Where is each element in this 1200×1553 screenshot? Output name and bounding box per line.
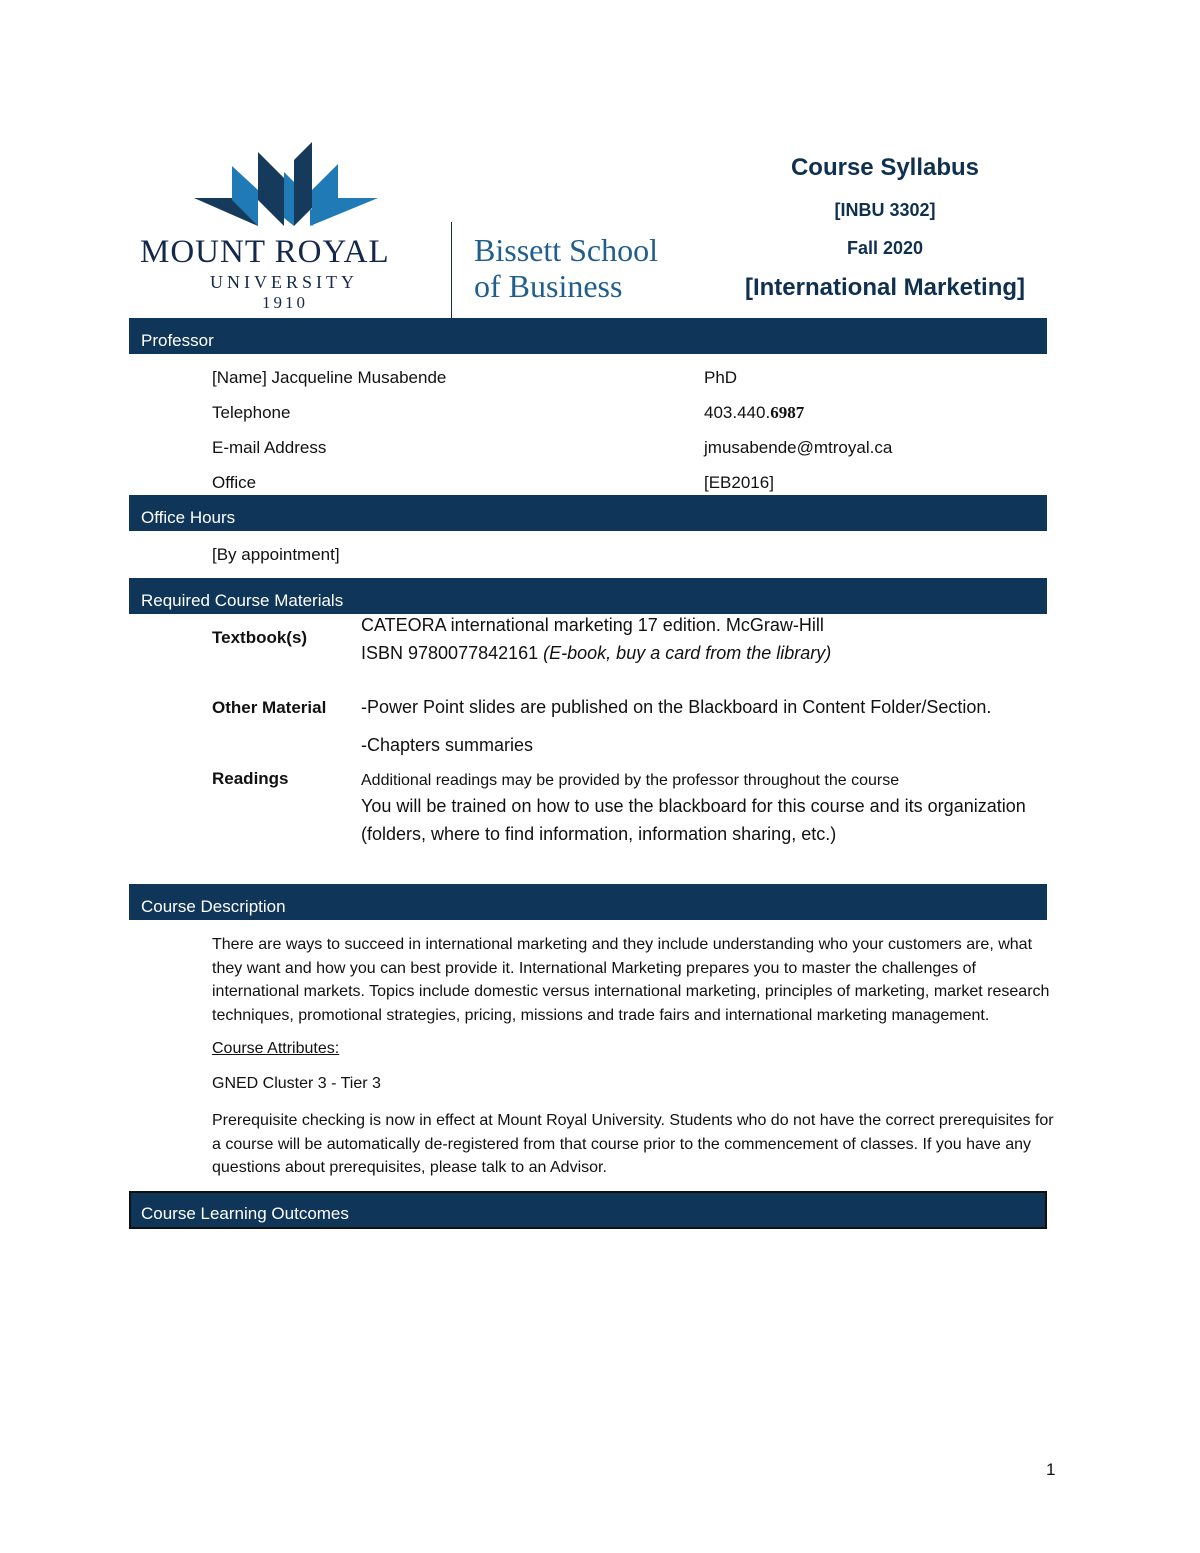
mount-royal-logo-mark	[190, 138, 380, 230]
logo-year: 1910	[262, 293, 308, 312]
section-description: Course Description	[129, 884, 1047, 920]
logo-divider	[451, 222, 452, 318]
email-label: E-mail Address	[212, 438, 327, 457]
page-number: 1	[1046, 1460, 1056, 1479]
office-label: Office	[212, 473, 257, 492]
logo-peak-left-inner	[258, 152, 284, 226]
professor-name: [Name] Jacqueline Musabende	[212, 368, 447, 387]
telephone-label: Telephone	[212, 403, 291, 422]
readings-line2: You will be trained on how to use the blackboard for this course and its organization	[361, 796, 1026, 816]
logo-university-sub: UNIVERSITY	[210, 272, 358, 292]
email-value[interactable]: jmusabende@mtroyal.ca	[704, 438, 893, 457]
course-attributes-value: GNED Cluster 3 - Tier 3	[212, 1075, 381, 1092]
description-paragraph: There are ways to succeed in international marketing and they include understanding who your customers are, what they want and how you can best provide it. International Marketing prepares you to master the challenges of international markets. Topics include domestic versus international marketing, principles of marketing, market research techniques, promotional strategies, pricing, missions and trade fairs and international marketing management.	[212, 936, 1050, 1024]
textbook-isbn: ISBN 9780077842161	[361, 643, 544, 663]
section-learning-outcomes: Course Learning Outcomes	[129, 1191, 1047, 1229]
course-code: [INBU 3302]	[834, 200, 936, 220]
school-name-line1: Bissett School	[474, 232, 659, 268]
textbook-label: Textbook(s)	[212, 628, 308, 647]
textbook-line1: CATEORA international marketing 17 edition. McGraw-Hill	[361, 615, 824, 635]
course-attributes-label: Course Attributes:	[212, 1040, 340, 1057]
section-materials: Required Course Materials	[129, 578, 1047, 614]
office-value: [EB2016]	[704, 473, 774, 492]
logo-university-name: MOUNT ROYAL	[140, 234, 390, 270]
office-hours-text: [By appointment]	[212, 545, 340, 564]
textbook-note: (E-book, buy a card from the library)	[543, 643, 832, 663]
telephone-suffix: 6987	[770, 403, 805, 422]
textbook-isbn-line	[361, 643, 831, 664]
course-name: [International Marketing]	[744, 274, 1026, 301]
other-material-label: Other Material	[212, 698, 327, 717]
school-name	[474, 232, 658, 304]
telephone-value	[704, 403, 804, 423]
telephone-prefix: 403.440.	[704, 403, 771, 422]
readings-line3: (folders, where to find information, information sharing, etc.)	[361, 824, 837, 844]
logo-peak-right-inner	[294, 142, 312, 226]
other-material-line2: -Chapters summaries	[361, 735, 534, 755]
school-name-line2: of Business	[474, 268, 623, 304]
readings-line1: Additional readings may be provided by the professor throughout the course	[361, 772, 900, 789]
logo-peak-center	[284, 172, 294, 226]
section-professor: Professor	[129, 318, 1047, 354]
other-material-line1: -Power Point slides are published on the Blackboard in Content Folder/Section.	[361, 697, 992, 717]
readings-label: Readings	[212, 769, 289, 788]
section-office-hours: Office Hours	[129, 495, 1047, 531]
prerequisite-paragraph: Prerequisite checking is now in effect at Mount Royal University. Students who do not have the correct prerequisites for a course will be automatically de-registered from that course prior to the commencement of classes. If you have any questions about prerequisites, please talk to an Advisor.	[212, 1112, 1054, 1176]
professor-degree: PhD	[704, 368, 738, 387]
course-term: Fall 2020	[846, 238, 924, 258]
syllabus-title: Course Syllabus	[790, 154, 980, 181]
